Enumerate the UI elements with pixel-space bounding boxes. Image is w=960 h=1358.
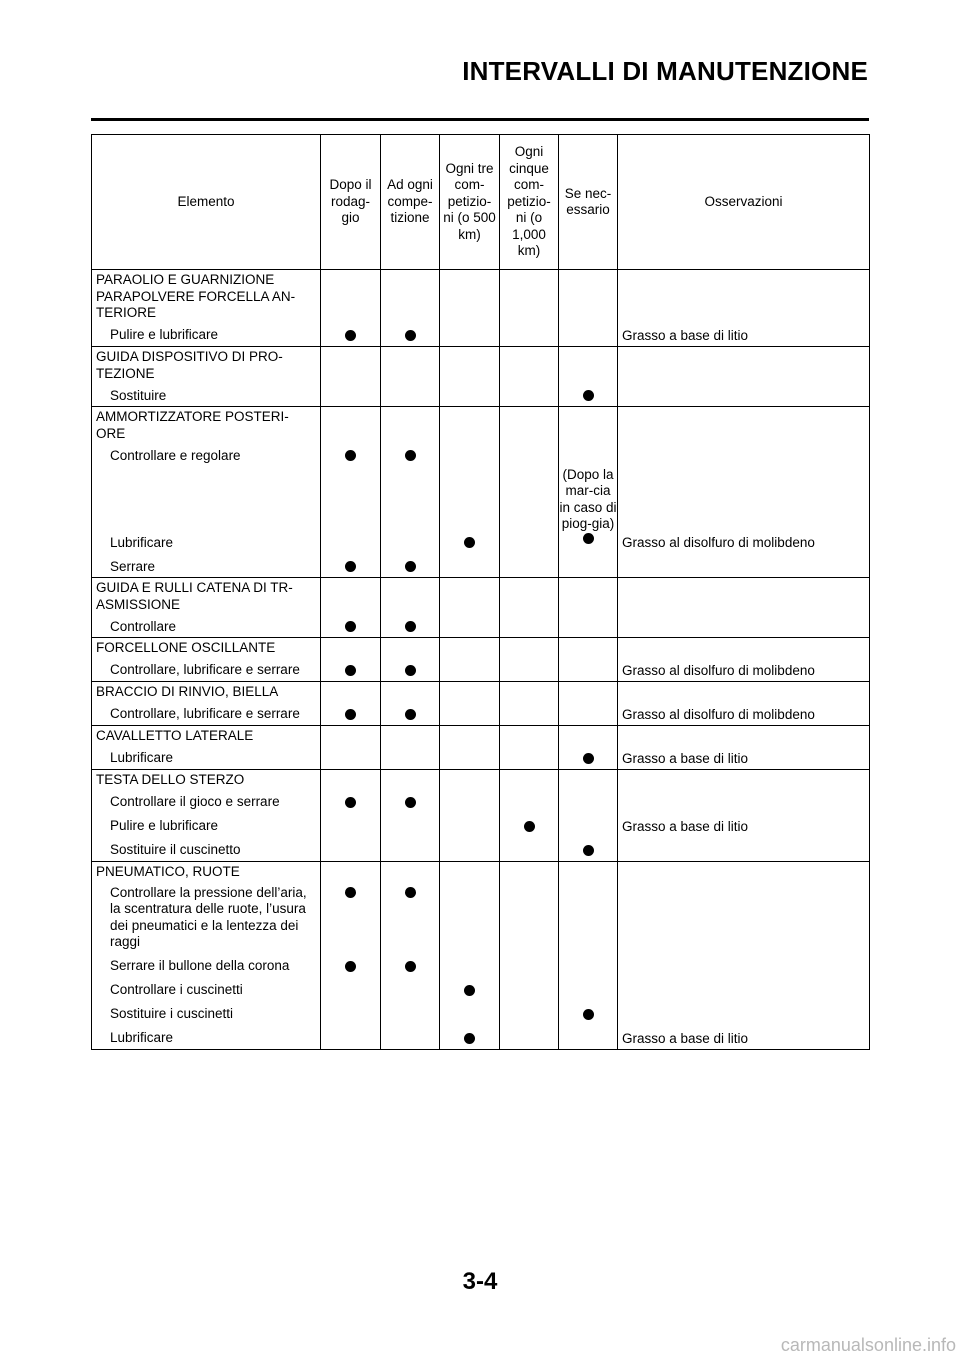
mark-slot xyxy=(321,837,380,861)
mark-slot xyxy=(559,553,617,577)
mark-slot xyxy=(381,745,439,769)
item-label: Controllare la pressione dell’aria, la scentratura delle ruote, l’usura dei pneumatici e la lentezza dei raggi xyxy=(110,884,307,949)
watermark: carmanualsonline.info xyxy=(780,1335,956,1355)
cell-interval xyxy=(321,270,381,347)
bullet-mark-icon xyxy=(405,961,416,972)
bullet-mark-icon xyxy=(345,709,356,720)
observation-note: Grasso a base di litio xyxy=(622,1030,749,1046)
mark-slot xyxy=(440,745,499,769)
bullet-mark-icon xyxy=(345,797,356,808)
bullet-mark-icon xyxy=(524,821,535,832)
group-title: FORCELLONE OSCILLANTE xyxy=(96,640,276,655)
cell-interval xyxy=(500,407,559,578)
cell-interval xyxy=(500,578,559,638)
mark-slot xyxy=(440,837,499,861)
item-label: Controllare il gioco e serrare xyxy=(110,794,280,809)
mark-slot xyxy=(559,881,617,953)
mark-slot xyxy=(559,789,617,813)
observation-note: Grasso al disolfuro di molibdeno xyxy=(622,534,815,550)
cell-interval xyxy=(559,578,618,638)
item-label: Sostituire i cuscinetti xyxy=(110,1006,234,1021)
mark-slot xyxy=(559,322,617,346)
observation-note: Grasso a base di litio xyxy=(622,818,749,834)
table-row xyxy=(92,682,870,726)
item-label: Sostituire xyxy=(110,387,167,403)
bullet-mark-icon xyxy=(583,390,594,401)
mark-slot xyxy=(321,442,380,466)
cell-elemento xyxy=(92,682,321,726)
bullet-mark-icon xyxy=(464,1033,475,1044)
mark-slot xyxy=(381,837,439,861)
cell-interval xyxy=(381,407,440,578)
mark-slot xyxy=(500,745,558,769)
mark-slot xyxy=(440,657,499,681)
table-header-row xyxy=(92,135,870,270)
col-header-ogni-competizione: Ad ogni compe-tizione xyxy=(381,135,440,270)
mark-slot xyxy=(559,977,617,1001)
observation-note: Grasso a base di litio xyxy=(622,750,749,766)
table-row xyxy=(92,270,870,347)
bullet-mark-icon xyxy=(345,561,356,572)
cell-interval xyxy=(440,726,500,770)
mark-slot xyxy=(559,466,617,553)
mark-slot xyxy=(381,466,439,553)
cell-interval xyxy=(381,726,440,770)
mark-slot xyxy=(381,442,439,466)
item-label: Sostituire il cuscinetto xyxy=(110,842,241,857)
bullet-mark-icon xyxy=(345,621,356,632)
cell-interval xyxy=(500,638,559,682)
mark-slot xyxy=(500,382,558,406)
mark-slot xyxy=(321,382,380,406)
maintenance-table xyxy=(91,134,870,1050)
cell-interval xyxy=(440,862,500,1050)
cell-interval xyxy=(500,770,559,862)
cell-osservazioni xyxy=(618,638,870,682)
table-row xyxy=(92,638,870,682)
cell-interval xyxy=(559,407,618,578)
page-number: 3-4 xyxy=(462,1268,498,1295)
bullet-mark-icon xyxy=(464,537,475,548)
cell-osservazioni xyxy=(618,682,870,726)
col-header-ogni-cinque: Ogni cinque com-petizio-ni (o 1,000 km) xyxy=(500,135,559,270)
mark-slot xyxy=(559,745,617,769)
table-row xyxy=(92,578,870,638)
observation-note xyxy=(618,881,869,953)
mark-slot xyxy=(440,977,499,1001)
group-title: GUIDA E RULLI CATENA DI TR-ASMISSIONE xyxy=(96,580,293,612)
mark-slot xyxy=(440,1001,499,1025)
bullet-mark-icon xyxy=(405,330,416,341)
bullet-mark-icon xyxy=(405,709,416,720)
mark-slot xyxy=(559,613,617,637)
mark-slot xyxy=(500,1001,558,1025)
cell-interval xyxy=(500,726,559,770)
item-label: Pulire e lubrificare xyxy=(110,327,219,342)
mark-slot xyxy=(381,813,439,837)
observation-note: Grasso al disolfuro di molibdeno xyxy=(622,662,815,678)
table-row xyxy=(92,726,870,770)
item-label: Serrare xyxy=(110,558,156,574)
table-row xyxy=(92,770,870,862)
cell-interval xyxy=(440,682,500,726)
mark-slot xyxy=(321,789,380,813)
cell-elemento xyxy=(92,862,321,1050)
cell-interval xyxy=(381,862,440,1050)
mark-slot xyxy=(559,382,617,406)
mark-slot xyxy=(381,881,439,953)
mark-slot xyxy=(440,701,499,725)
cell-interval xyxy=(321,407,381,578)
cell-interval xyxy=(559,770,618,862)
cell-elemento xyxy=(92,270,321,347)
mark-slot xyxy=(321,1025,380,1049)
mark-slot xyxy=(500,613,558,637)
mark-slot xyxy=(559,701,617,725)
bullet-mark-icon xyxy=(405,797,416,808)
cell-interval xyxy=(381,578,440,638)
item-label: Lubrificare xyxy=(110,1030,174,1045)
mark-slot xyxy=(321,613,380,637)
mark-slot xyxy=(440,789,499,813)
col-header-ogni-tre: Ogni tre com-petizio-ni (o 500 km) xyxy=(440,135,500,270)
cell-interval xyxy=(381,682,440,726)
item-label: Lubrificare xyxy=(110,750,174,765)
bullet-mark-icon xyxy=(583,533,594,544)
group-title: TESTA DELLO STERZO xyxy=(96,772,245,787)
mark-slot xyxy=(321,701,380,725)
mark-slot xyxy=(321,322,380,346)
mark-slot xyxy=(381,553,439,577)
mark-slot xyxy=(559,1001,617,1025)
condition-note: (Dopo la mar-cia in caso di piog-gia) xyxy=(559,466,617,531)
cell-osservazioni xyxy=(618,726,870,770)
col-header-osservazioni: Osservazioni xyxy=(618,135,870,270)
cell-interval xyxy=(559,638,618,682)
mark-slot xyxy=(381,1025,439,1049)
bullet-mark-icon xyxy=(464,985,475,996)
bullet-mark-icon xyxy=(405,887,416,898)
cell-interval xyxy=(500,347,559,407)
bullet-mark-icon xyxy=(345,330,356,341)
cell-interval xyxy=(321,770,381,862)
col-header-se-necessario: Se nec-essario xyxy=(559,135,618,270)
cell-interval xyxy=(321,682,381,726)
mark-slot xyxy=(500,322,558,346)
mark-slot xyxy=(440,382,499,406)
observation-note xyxy=(618,977,869,1001)
cell-interval xyxy=(500,682,559,726)
mark-slot xyxy=(321,977,380,1001)
mark-slot xyxy=(321,553,380,577)
cell-osservazioni xyxy=(618,270,870,347)
mark-slot xyxy=(500,466,558,553)
mark-slot xyxy=(321,1001,380,1025)
mark-slot xyxy=(440,813,499,837)
cell-osservazioni xyxy=(618,770,870,862)
mark-slot xyxy=(321,881,380,953)
cell-elemento xyxy=(92,578,321,638)
bullet-mark-icon xyxy=(405,665,416,676)
bullet-mark-icon xyxy=(405,450,416,461)
bullet-mark-icon xyxy=(583,845,594,856)
mark-slot xyxy=(500,953,558,977)
mark-slot xyxy=(440,553,499,577)
table-row xyxy=(92,862,870,1050)
cell-elemento xyxy=(92,638,321,682)
item-label: Controllare, lubrificare e serrare xyxy=(110,706,300,721)
mark-slot xyxy=(559,442,617,466)
mark-slot xyxy=(381,977,439,1001)
cell-interval xyxy=(440,347,500,407)
observation-note xyxy=(618,613,869,637)
item-label: Controllare, lubrificare e serrare xyxy=(110,662,300,677)
table-row xyxy=(92,347,870,407)
observation-note xyxy=(618,553,869,577)
mark-slot xyxy=(559,1025,617,1049)
table-body xyxy=(92,270,870,1050)
cell-interval xyxy=(440,407,500,578)
mark-slot xyxy=(321,657,380,681)
cell-interval xyxy=(321,347,381,407)
mark-slot xyxy=(381,953,439,977)
mark-slot xyxy=(381,382,439,406)
col-header-elemento: Elemento xyxy=(92,135,321,270)
mark-slot xyxy=(321,466,380,553)
mark-slot xyxy=(500,881,558,953)
observation-note xyxy=(618,953,869,977)
cell-elemento xyxy=(92,726,321,770)
cell-osservazioni xyxy=(618,578,870,638)
group-title: PNEUMATICO, RUOTE xyxy=(96,864,240,879)
cell-interval xyxy=(381,638,440,682)
observation-note xyxy=(618,837,869,861)
cell-interval xyxy=(559,682,618,726)
observation-note: Grasso a base di litio xyxy=(622,327,749,343)
mark-slot xyxy=(381,322,439,346)
mark-slot xyxy=(559,657,617,681)
mark-slot xyxy=(381,657,439,681)
bullet-mark-icon xyxy=(583,1009,594,1020)
cell-interval xyxy=(440,770,500,862)
cell-interval xyxy=(381,347,440,407)
mark-slot xyxy=(381,789,439,813)
group-title: AMMORTIZZATORE POSTERI-ORE xyxy=(96,409,289,441)
group-title: GUIDA DISPOSITIVO DI PRO-TEZIONE xyxy=(96,349,283,381)
mark-slot xyxy=(559,953,617,977)
observation-note xyxy=(618,442,869,466)
mark-slot xyxy=(440,442,499,466)
observation-note xyxy=(618,789,869,813)
cell-interval xyxy=(559,270,618,347)
mark-slot xyxy=(559,837,617,861)
observation-note xyxy=(618,382,869,406)
cell-interval xyxy=(321,726,381,770)
item-label: Serrare il bullone della corona xyxy=(110,958,290,973)
mark-slot xyxy=(381,1001,439,1025)
cell-interval xyxy=(321,578,381,638)
mark-slot xyxy=(440,1025,499,1049)
cell-osservazioni xyxy=(618,862,870,1050)
group-title: BRACCIO DI RINVIO, BIELLA xyxy=(96,684,279,699)
cell-osservazioni xyxy=(618,347,870,407)
cell-interval xyxy=(381,270,440,347)
item-label: Lubrificare xyxy=(110,534,174,550)
cell-osservazioni xyxy=(618,407,870,578)
cell-interval xyxy=(381,770,440,862)
cell-interval xyxy=(559,726,618,770)
cell-elemento xyxy=(92,770,321,862)
mark-slot xyxy=(440,322,499,346)
mark-slot xyxy=(321,813,380,837)
bullet-mark-icon xyxy=(345,961,356,972)
cell-interval xyxy=(440,638,500,682)
bullet-mark-icon xyxy=(345,665,356,676)
observation-note: Grasso al disolfuro di molibdeno xyxy=(622,706,815,722)
cell-interval xyxy=(500,270,559,347)
mark-slot xyxy=(500,813,558,837)
mark-slot xyxy=(500,553,558,577)
mark-slot xyxy=(500,657,558,681)
mark-slot xyxy=(500,701,558,725)
bullet-mark-icon xyxy=(405,561,416,572)
item-label: Controllare xyxy=(110,618,177,634)
bullet-mark-icon xyxy=(405,621,416,632)
bullet-mark-icon xyxy=(345,887,356,898)
cell-elemento xyxy=(92,347,321,407)
mark-slot xyxy=(500,837,558,861)
col-header-dopo-rodaggio: Dopo il rodag-gio xyxy=(321,135,381,270)
mark-slot xyxy=(321,953,380,977)
group-title: CAVALLETTO LATERALE xyxy=(96,728,254,743)
mark-slot xyxy=(559,813,617,837)
bullet-mark-icon xyxy=(583,753,594,764)
cell-interval xyxy=(559,347,618,407)
mark-slot xyxy=(500,977,558,1001)
cell-elemento xyxy=(92,407,321,578)
observation-note xyxy=(618,1001,869,1025)
mark-slot xyxy=(500,442,558,466)
cell-interval xyxy=(321,638,381,682)
title-rule xyxy=(91,118,869,121)
page-title: INTERVALLI DI MANUTENZIONE xyxy=(462,56,868,86)
cell-interval xyxy=(500,862,559,1050)
cell-interval xyxy=(559,862,618,1050)
cell-interval xyxy=(321,862,381,1050)
item-label: Controllare i cuscinetti xyxy=(110,982,243,997)
mark-slot xyxy=(500,1025,558,1049)
mark-slot xyxy=(321,745,380,769)
mark-slot xyxy=(440,881,499,953)
mark-slot xyxy=(440,466,499,553)
cell-interval xyxy=(440,270,500,347)
item-label: Controllare e regolare xyxy=(110,447,241,463)
mark-slot xyxy=(381,613,439,637)
bullet-mark-icon xyxy=(345,450,356,461)
cell-interval xyxy=(440,578,500,638)
mark-slot xyxy=(381,701,439,725)
table-row xyxy=(92,407,870,578)
mark-slot xyxy=(440,953,499,977)
item-label: Pulire e lubrificare xyxy=(110,818,219,833)
mark-slot xyxy=(500,789,558,813)
group-title: PARAOLIO E GUARNIZIONE PARAPOLVERE FORCELLA AN-TERIORE xyxy=(96,272,296,320)
mark-slot xyxy=(440,613,499,637)
